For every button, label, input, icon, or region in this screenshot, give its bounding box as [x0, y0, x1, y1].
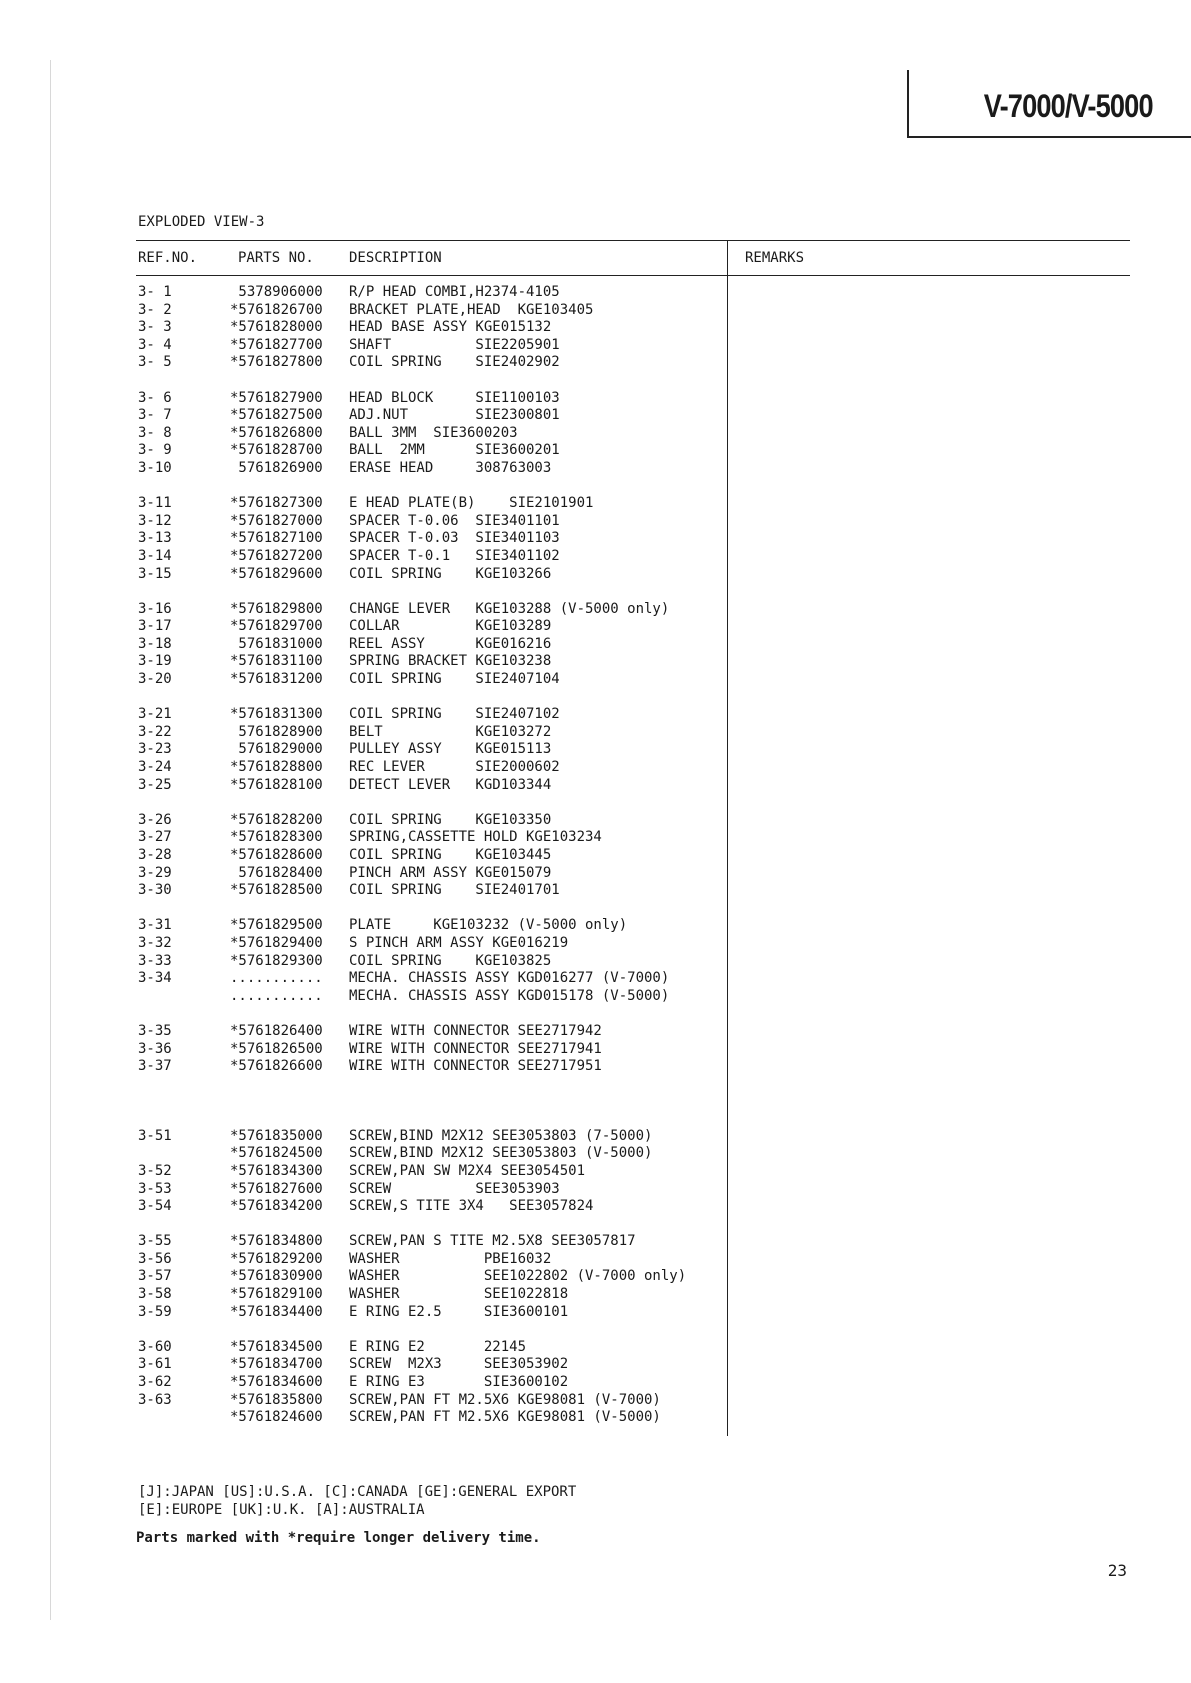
- parts-no-cell: *5761828700: [230, 442, 323, 459]
- description-cell: E RING E3 SIE3600102: [349, 1374, 569, 1391]
- parts-no-cell: *5761827300: [230, 495, 323, 512]
- region-legend-line-2: [E]:EUROPE [UK]:U.K. [A]:AUSTRALIA: [138, 1502, 425, 1518]
- description-cell: WASHER SEE1022818: [349, 1286, 569, 1303]
- description-cell: WASHER SEE1022802 (V-7000 only): [349, 1268, 687, 1285]
- ref-cell: 3-12: [138, 512, 172, 529]
- ref-cell: 3-17: [138, 618, 172, 635]
- ref-cell: 3-36: [138, 1040, 172, 1057]
- parts-no-cell: *5761826500: [230, 1040, 323, 1057]
- parts-no-cell: *5761826800: [230, 424, 323, 441]
- ref-cell: 3-21: [138, 706, 172, 723]
- ref-cell: 3- 3: [138, 319, 172, 336]
- ref-cell: 3-15: [138, 565, 172, 582]
- description-cell: SCREW,BIND M2X12 SEE3053803 (7-5000): [349, 1127, 653, 1144]
- parts-no-cell: *5761834200: [230, 1198, 323, 1215]
- parts-no-cell: *5761829400: [230, 934, 323, 951]
- parts-no-cell: *5761827600: [230, 1180, 323, 1197]
- description-cell: PULLEY ASSY KGE015113: [349, 741, 552, 758]
- description-cell: BRACKET PLATE,HEAD KGE103405: [349, 301, 594, 318]
- ref-cell: 3- 9: [138, 442, 172, 459]
- parts-no-cell: 5761828900: [230, 723, 323, 740]
- description-cell: SCREW,PAN FT M2.5X6 KGE98081 (V-7000): [349, 1391, 661, 1408]
- ref-cell: 3- 8: [138, 424, 172, 441]
- parts-no-cell: ...........: [230, 970, 323, 987]
- column-header-ref: REF.NO.: [138, 250, 198, 266]
- description-cell: COIL SPRING KGE103350: [349, 811, 552, 828]
- description-cell: WIRE WITH CONNECTOR SEE2717951: [349, 1058, 602, 1075]
- description-cell: MECHA. CHASSIS ASSY KGD015178 (V-5000): [349, 987, 670, 1004]
- parts-no-cell: *5761831100: [230, 653, 323, 670]
- parts-no-cell: *5761828500: [230, 882, 323, 899]
- parts-no-cell: *5761830900: [230, 1268, 323, 1285]
- description-cell: HEAD BASE ASSY KGE015132: [349, 319, 552, 336]
- parts-no-cell: *5761826400: [230, 1022, 323, 1039]
- parts-no-cell: *5761834400: [230, 1303, 323, 1320]
- ref-cell: 3-51: [138, 1127, 172, 1144]
- ref-cell: 3-62: [138, 1374, 172, 1391]
- ref-cell: 3-54: [138, 1198, 172, 1215]
- description-cell: E RING E2.5 SIE3600101: [349, 1303, 569, 1320]
- ref-cell: 3-37: [138, 1058, 172, 1075]
- ref-cell: 3-32: [138, 934, 172, 951]
- parts-no-cell: *5761827700: [230, 336, 323, 353]
- remarks-divider: [727, 240, 728, 1436]
- ref-cell: 3-30: [138, 882, 172, 899]
- ref-cell: 3-10: [138, 459, 172, 476]
- description-cell: E RING E2 22145: [349, 1338, 527, 1355]
- parts-no-cell: *5761829100: [230, 1286, 323, 1303]
- parts-no-cell: *5761831200: [230, 671, 323, 688]
- ref-cell: 3- 4: [138, 336, 172, 353]
- parts-no-cell: *5761827100: [230, 530, 323, 547]
- parts-no-cell: *5761828800: [230, 759, 323, 776]
- parts-no-cell: *5761824500: [230, 1145, 323, 1162]
- scan-margin-line: [50, 60, 51, 1620]
- ref-cell: 3-55: [138, 1233, 172, 1250]
- description-cell: COIL SPRING SIE2401701: [349, 882, 560, 899]
- description-cell: COIL SPRING KGE103825: [349, 952, 552, 969]
- description-cell: COLLAR KGE103289: [349, 618, 552, 635]
- parts-no-cell: *5761827500: [230, 407, 323, 424]
- parts-no-cell: *5761835000: [230, 1127, 323, 1144]
- parts-no-cell: *5761829300: [230, 952, 323, 969]
- ref-cell: 3-63: [138, 1391, 172, 1408]
- description-cell: WASHER PBE16032: [349, 1250, 552, 1267]
- description-cell: REEL ASSY KGE016216: [349, 635, 552, 652]
- description-cell: SPACER T-0.03 SIE3401103: [349, 530, 560, 547]
- parts-no-cell: *5761828600: [230, 847, 323, 863]
- ref-cell: 3-60: [138, 1338, 172, 1355]
- parts-no-cell: *5761829800: [230, 600, 323, 617]
- description-cell: SCREW,PAN SW M2X4 SEE3054501: [349, 1162, 586, 1179]
- parts-no-cell: *5761829500: [230, 917, 323, 934]
- parts-no-cell: *5761834600: [230, 1374, 323, 1391]
- parts-no-cell: *5761828100: [230, 776, 323, 793]
- description-cell: ERASE HEAD 308763003: [349, 459, 552, 476]
- parts-no-cell: 5761828400: [230, 864, 323, 881]
- description-cell: S PINCH ARM ASSY KGE016219: [349, 934, 569, 951]
- description-cell: WIRE WITH CONNECTOR SEE2717941: [349, 1040, 602, 1057]
- parts-no-cell: *5761824600: [230, 1409, 323, 1426]
- parts-no-cell: 5378906000: [230, 284, 323, 300]
- ref-cell: 3-33: [138, 952, 172, 969]
- description-cell: SCREW,PAN FT M2.5X6 KGE98081 (V-5000): [349, 1409, 661, 1426]
- description-cell: SPACER T-0.06 SIE3401101: [349, 512, 560, 529]
- description-cell: PLATE KGE103232 (V-5000 only): [349, 917, 628, 934]
- ref-cell: 3-28: [138, 847, 172, 863]
- parts-no-cell: *5761826600: [230, 1058, 323, 1075]
- ref-cell: 3-31: [138, 917, 172, 934]
- parts-no-cell: *5761828000: [230, 319, 323, 336]
- description-cell: SCREW,BIND M2X12 SEE3053803 (V-5000): [349, 1145, 653, 1162]
- parts-no-cell: *5761834300: [230, 1162, 323, 1179]
- parts-no-cell: 5761826900: [230, 459, 323, 476]
- ref-cell: 3-56: [138, 1250, 172, 1267]
- page-number: 23: [1107, 1561, 1127, 1580]
- ref-cell: 3-26: [138, 811, 172, 828]
- parts-no-cell: *5761834700: [230, 1356, 323, 1373]
- description-cell: COIL SPRING KGE103445: [349, 847, 552, 863]
- ref-cell: 3- 5: [138, 354, 172, 371]
- ref-cell: 3-52: [138, 1162, 172, 1179]
- description-cell: SCREW,S TITE 3X4 SEE3057824: [349, 1198, 594, 1215]
- ref-cell: 3-23: [138, 741, 172, 758]
- ref-cell: 3-61: [138, 1356, 172, 1373]
- description-cell: COIL SPRING SIE2407104: [349, 671, 560, 688]
- description-cell: PINCH ARM ASSY KGE015079: [349, 864, 552, 881]
- parts-no-cell: ...........: [230, 987, 323, 1004]
- description-cell: COIL SPRING SIE2402902: [349, 354, 560, 371]
- parts-no-cell: 5761829000: [230, 741, 323, 758]
- ref-cell: 3-57: [138, 1268, 172, 1285]
- description-cell: SHAFT SIE2205901: [349, 336, 560, 353]
- region-legend-line-1: [J]:JAPAN [US]:U.S.A. [C]:CANADA [GE]:GENERAL EXPORT: [138, 1484, 577, 1500]
- column-header-description: DESCRIPTION: [349, 250, 442, 266]
- parts-no-cell: *5761827000: [230, 512, 323, 529]
- ref-cell: 3-58: [138, 1286, 172, 1303]
- column-header-parts: PARTS NO.: [238, 250, 314, 266]
- description-cell: REC LEVER SIE2000602: [349, 759, 560, 776]
- ref-cell: 3-20: [138, 671, 172, 688]
- parts-no-cell: *5761827900: [230, 389, 323, 406]
- ref-cell: 3-16: [138, 600, 172, 617]
- parts-no-cell: *5761831300: [230, 706, 323, 723]
- section-title: EXPLODED VIEW-3: [138, 214, 265, 230]
- ref-cell: 3-19: [138, 653, 172, 670]
- description-cell: SCREW M2X3 SEE3053902: [349, 1356, 569, 1373]
- parts-no-cell: *5761829700: [230, 618, 323, 635]
- table-top-rule: [136, 240, 1130, 241]
- description-cell: HEAD BLOCK SIE1100103: [349, 389, 560, 406]
- description-cell: MECHA. CHASSIS ASSY KGD016277 (V-7000): [349, 970, 670, 987]
- ref-cell: 3-25: [138, 776, 172, 793]
- model-header-box: [907, 70, 1191, 138]
- description-cell: BALL 2MM SIE3600201: [349, 442, 560, 459]
- description-cell: E HEAD PLATE(B) SIE2101901: [349, 495, 594, 512]
- parts-no-cell: *5761829200: [230, 1250, 323, 1267]
- parts-no-cell: *5761834800: [230, 1233, 323, 1250]
- ref-cell: 3-29: [138, 864, 172, 881]
- parts-no-cell: 5761831000: [230, 635, 323, 652]
- parts-no-cell: *5761834500: [230, 1338, 323, 1355]
- description-cell: DETECT LEVER KGD103344: [349, 776, 552, 793]
- ref-cell: 3-24: [138, 759, 172, 776]
- description-cell: SPRING BRACKET KGE103238: [349, 653, 552, 670]
- delivery-note: Parts marked with *require longer delivery time.: [136, 1530, 541, 1546]
- parts-no-cell: *5761826700: [230, 301, 323, 318]
- ref-cell: 3- 6: [138, 389, 172, 406]
- parts-no-cell: *5761828300: [230, 829, 323, 846]
- ref-cell: 3-14: [138, 547, 172, 564]
- description-cell: ADJ.NUT SIE2300801: [349, 407, 560, 424]
- description-cell: SCREW,PAN S TITE M2.5X8 SEE3057817: [349, 1233, 636, 1250]
- parts-no-cell: *5761827800: [230, 354, 323, 371]
- ref-cell: 3-59: [138, 1303, 172, 1320]
- model-title: V-7000/V-5000: [984, 88, 1153, 124]
- column-header-remarks: REMARKS: [745, 250, 805, 266]
- description-cell: CHANGE LEVER KGE103288 (V-5000 only): [349, 600, 670, 617]
- description-cell: WIRE WITH CONNECTOR SEE2717942: [349, 1022, 602, 1039]
- parts-no-cell: *5761829600: [230, 565, 323, 582]
- ref-cell: 3-53: [138, 1180, 172, 1197]
- ref-cell: 3- 7: [138, 407, 172, 424]
- description-cell: BELT KGE103272: [349, 723, 552, 740]
- ref-cell: 3-13: [138, 530, 172, 547]
- description-cell: R/P HEAD COMBI,H2374-4105: [349, 284, 560, 300]
- description-cell: SCREW SEE3053903: [349, 1180, 560, 1197]
- ref-cell: 3-35: [138, 1022, 172, 1039]
- parts-no-cell: *5761828200: [230, 811, 323, 828]
- description-cell: COIL SPRING KGE103266: [349, 565, 552, 582]
- parts-no-cell: *5761827200: [230, 547, 323, 564]
- description-cell: SPACER T-0.1 SIE3401102: [349, 547, 560, 564]
- ref-cell: 3-22: [138, 723, 172, 740]
- ref-cell: 3-11: [138, 495, 172, 512]
- description-cell: BALL 3MM SIE3600203: [349, 424, 518, 441]
- ref-cell: 3-34: [138, 970, 172, 987]
- ref-cell: 3-18: [138, 635, 172, 652]
- parts-no-cell: *5761835800: [230, 1391, 323, 1408]
- ref-cell: 3- 1: [138, 284, 172, 300]
- table-header-rule: [136, 275, 1130, 276]
- ref-cell: 3-27: [138, 829, 172, 846]
- description-cell: SPRING,CASSETTE HOLD KGE103234: [349, 829, 602, 846]
- description-cell: COIL SPRING SIE2407102: [349, 706, 560, 723]
- ref-cell: 3- 2: [138, 301, 172, 318]
